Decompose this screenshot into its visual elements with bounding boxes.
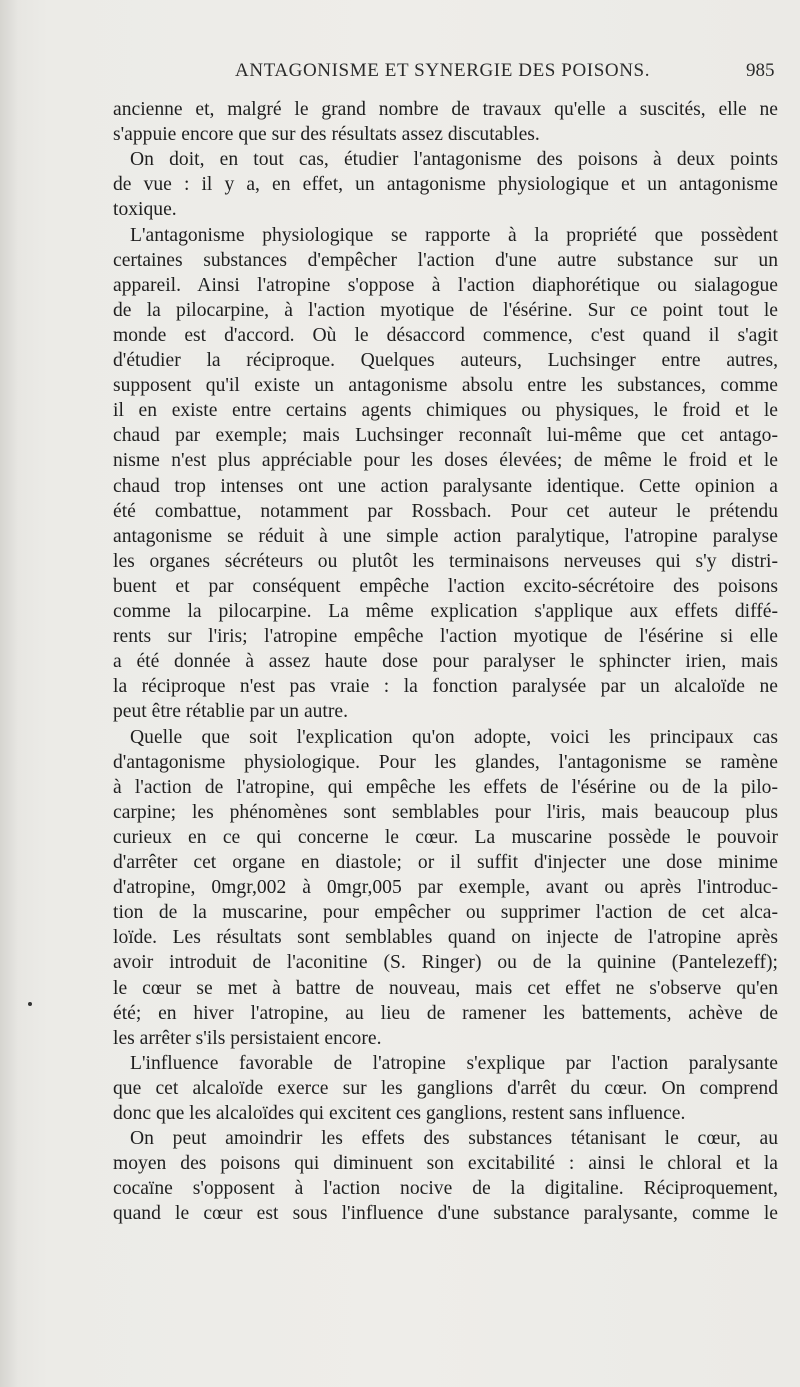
text-line: il en existe entre certains agents chimiques ou physiques, le froid et le	[113, 400, 778, 422]
text-line: chaud trop intenses ont une action paralysante identique. Cette opinion a	[113, 475, 778, 497]
text-line: avoir introduit de l'aconitine (S. Ringer) ou de la quinine (Pantelezeff);	[113, 952, 778, 974]
text-line: buent et par conséquent empêche l'action excito-sécrétoire des poisons	[113, 575, 778, 597]
text-line: été; en hiver l'atropine, au lieu de ramener les battements, achève de	[113, 1002, 778, 1024]
text-line: été combattue, notamment par Rossbach. Pour cet auteur le prétendu	[113, 500, 778, 522]
text-line: les organes sécréteurs ou plutôt les terminaisons nerveuses qui s'y distri-	[113, 550, 778, 572]
text-line: On peut amoindrir les effets des substances tétanisant le cœur, au	[130, 1128, 778, 1150]
text-line: curieux en ce qui concerne le cœur. La muscarine possède le pouvoir	[113, 826, 778, 848]
text-line: d'arrêter cet organe en diastole; or il suffit d'injecter une dose minime	[113, 852, 778, 873]
text-line: nisme n'est plus appréciable pour les doses élevées; de même le froid et le	[113, 450, 778, 472]
text-line: à l'action de l'atropine, qui empêche les effets de l'ésérine ou de la pilo-	[113, 776, 778, 798]
text-line: appareil. Ainsi l'atropine s'oppose à l'action diaphorétique ou sialagogue	[113, 274, 778, 296]
text-line: quand le cœur est sous l'influence d'une substance paralysante, comme le	[113, 1203, 778, 1225]
text-line: rents sur l'iris; l'atropine empêche l'action myotique de l'ésérine si elle	[113, 626, 778, 648]
binding-shadow	[0, 0, 18, 1387]
text-line: de la pilocarpine, à l'action myotique de l'ésérine. Sur ce point tout le	[113, 299, 778, 321]
text-line: loïde. Les résultats sont semblables quand on injecte de l'atropine après	[113, 927, 778, 949]
text-line: le cœur se met à battre de nouveau, mais cet effet ne s'observe qu'en	[113, 977, 778, 999]
text-line: d'antagonisme physiologique. Pour les glandes, l'antagonisme se ramène	[113, 751, 778, 773]
text-line: de vue : il y a, en effet, un antagonisme physiologique et un antagonisme	[113, 174, 778, 196]
text-line: ancienne et, malgré le grand nombre de travaux qu'elle a suscités, elle ne	[113, 99, 778, 120]
page-number: 985	[746, 60, 775, 81]
text-line: que cet alcaloïde exerce sur les ganglions d'arrêt du cœur. On comprend	[113, 1077, 778, 1099]
text-line: a été donnée à assez haute dose pour paralyser le sphincter irien, mais	[113, 651, 778, 673]
page-header	[0, 60, 800, 90]
text-line: moyen des poisons qui diminuent son excitabilité : ainsi le chloral et la	[113, 1153, 778, 1175]
text-line: chaud par exemple; mais Luchsinger reconnaît lui-même que cet antago-	[113, 425, 778, 447]
text-line: donc que les alcaloïdes qui excitent ces ganglions, restent sans influence.	[113, 1103, 686, 1124]
text-line: supposent qu'il existe un antagonisme absolu entre les substances, comme	[113, 375, 778, 397]
text-line: Quelle que soit l'explication qu'on adopte, voici les principaux cas	[130, 726, 778, 748]
text-line: d'étudier la réciproque. Quelques auteurs, Luchsinger entre autres,	[113, 350, 778, 371]
text-line: tion de la muscarine, pour empêcher ou supprimer l'action de cet alca-	[113, 902, 778, 924]
text-line: les arrêter s'ils persistaient encore.	[113, 1027, 382, 1049]
text-line: L'antagonisme physiologique se rapporte à la propriété que possèdent	[130, 224, 778, 246]
text-line: peut être rétablie par un autre.	[113, 701, 349, 723]
text-line: L'influence favorable de l'atropine s'explique par l'action paralysante	[130, 1052, 778, 1074]
text-line: antagonisme se réduit à une simple action paralytique, l'atropine paralyse	[113, 525, 778, 547]
text-line: toxique.	[113, 199, 177, 221]
ink-speck	[28, 1002, 32, 1006]
text-line: On doit, en tout cas, étudier l'antagonisme des poisons à deux points	[130, 149, 778, 171]
text-line: cocaïne s'opposent à l'action nocive de la digitaline. Réciproquement,	[113, 1178, 778, 1200]
text-line: certaines substances d'empêcher l'action d'une autre substance sur un	[113, 249, 778, 271]
running-title: ANTAGONISME ET SYNERGIE DES POISONS.	[235, 60, 651, 81]
text-line: d'atropine, 0mgr,002 à 0mgr,005 par exemple, avant ou après l'introduc-	[113, 877, 778, 899]
text-line: comme la pilocarpine. La même explication s'applique aux effets diffé-	[113, 601, 778, 622]
text-line: s'appuie encore que sur des résultats assez discutables.	[113, 124, 540, 146]
text-line: la réciproque n'est pas vraie : la fonction paralysée par un alcaloïde ne	[113, 676, 778, 698]
text-line: monde est d'accord. Où le désaccord commence, c'est quand il s'agit	[113, 324, 778, 346]
text-line: carpine; les phénomènes sont semblables pour l'iris, mais beaucoup plus	[113, 801, 778, 823]
